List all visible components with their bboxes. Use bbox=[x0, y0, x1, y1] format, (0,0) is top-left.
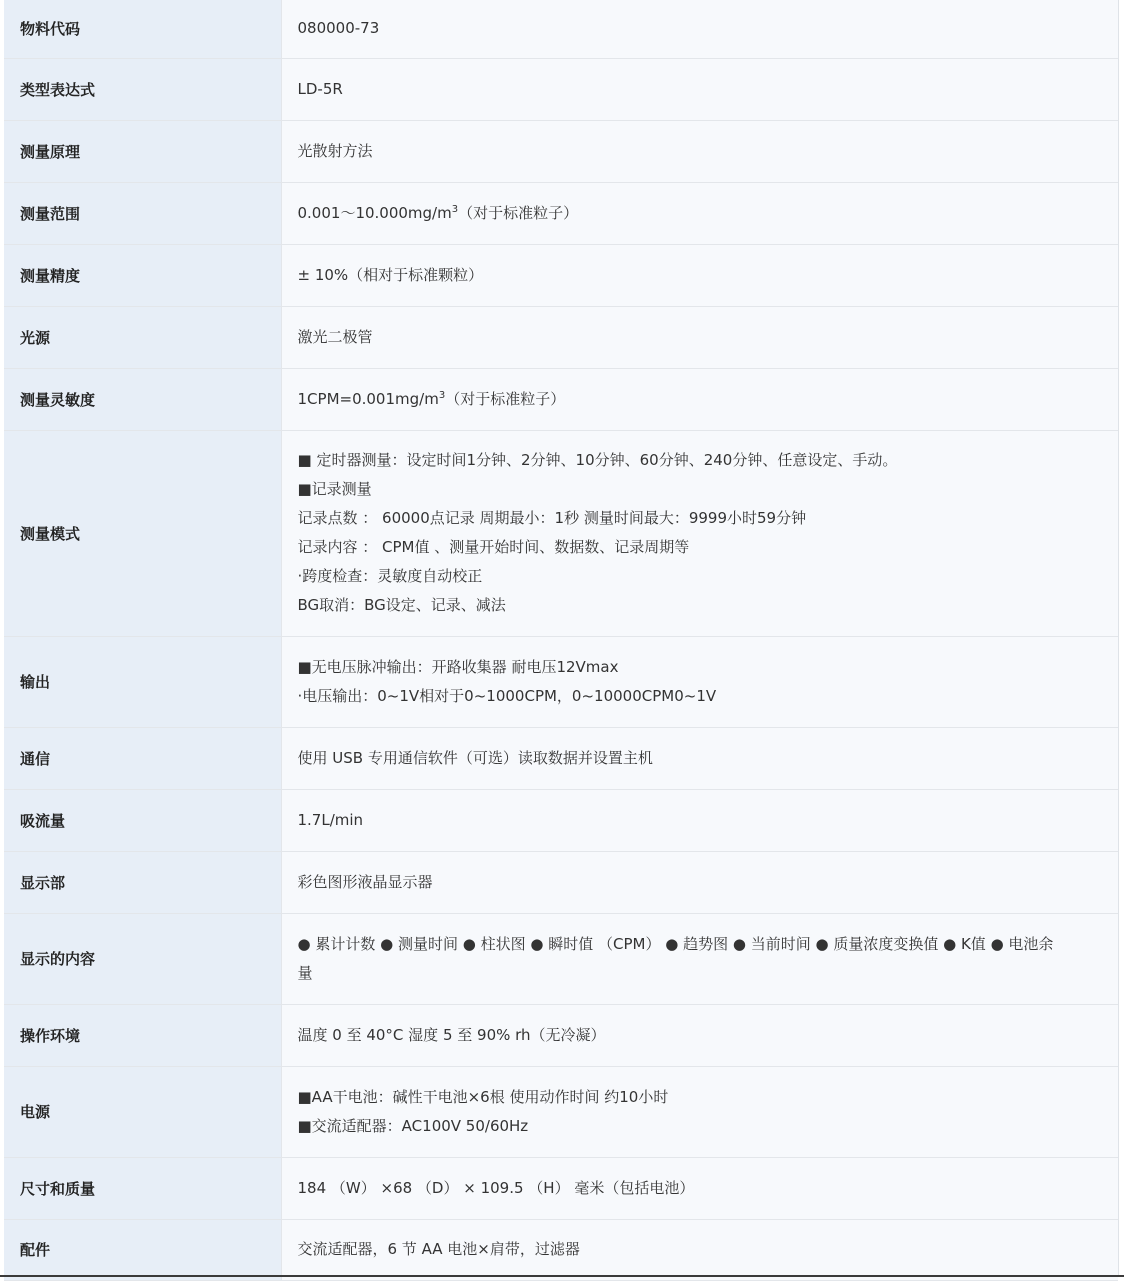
table-row bbox=[4, 58, 1118, 120]
spec-value bbox=[281, 636, 1118, 727]
spec-label: 吸流量 bbox=[4, 789, 281, 851]
spec-label: 物料代码 bbox=[4, 0, 281, 58]
table-row bbox=[4, 636, 1118, 727]
value-text: 1CPM=0.001mg/m bbox=[297, 389, 439, 408]
specification-table bbox=[4, 0, 1118, 1281]
spec-label: 测量精度 bbox=[4, 244, 281, 306]
table-row bbox=[4, 0, 1118, 58]
spec-label: 输出 bbox=[4, 636, 281, 727]
spec-value-line: 记录内容 ： CPM值 、测量开始时间、数据数、记录周期等 bbox=[297, 538, 690, 556]
spec-value-line: ·跨度检查：灵敏度自动校正 bbox=[297, 567, 483, 585]
unit-superscript: 3 bbox=[451, 203, 459, 215]
spec-value-line: 彩色图形液晶显示器 bbox=[297, 872, 433, 891]
spec-value bbox=[281, 368, 1118, 430]
spec-label: 通信 bbox=[4, 727, 281, 789]
spec-value bbox=[281, 1066, 1118, 1157]
table-right-border bbox=[1118, 0, 1119, 1277]
table-row bbox=[4, 182, 1118, 244]
spec-label: 显示部 bbox=[4, 851, 281, 913]
spec-value bbox=[281, 244, 1118, 306]
spec-value-line: ■交流适配器：AC100V 50/60Hz bbox=[297, 1116, 529, 1135]
table-row bbox=[4, 120, 1118, 182]
spec-value bbox=[281, 1219, 1118, 1280]
spec-label: 显示的内容 bbox=[4, 913, 281, 1004]
spec-value-line: 光散射方法 bbox=[297, 141, 373, 160]
spec-label: 操作环境 bbox=[4, 1004, 281, 1066]
spec-value bbox=[281, 120, 1118, 182]
spec-value-line: ■无电压脉冲输出：开路收集器 耐电压12Vmax bbox=[297, 657, 619, 676]
table-row bbox=[4, 1004, 1118, 1066]
spec-value bbox=[281, 727, 1118, 789]
spec-value-line: 1.7L/min bbox=[297, 810, 364, 829]
spec-value bbox=[281, 0, 1118, 58]
spec-value-line: ± 10%（相对于标准颗粒） bbox=[297, 265, 484, 284]
spec-value bbox=[281, 306, 1118, 368]
spec-value-line: 使用 USB 专用通信软件（可选）读取数据并设置主机 bbox=[297, 748, 653, 767]
table-row bbox=[4, 727, 1118, 789]
spec-value-line: 记录点数 ： 60000点记录 周期最小：1秒 测量时间最大：9999小时59分钟 bbox=[297, 509, 807, 527]
spec-value-line: LD-5R bbox=[297, 79, 343, 98]
table-row bbox=[4, 244, 1118, 306]
spec-value bbox=[281, 1004, 1118, 1066]
table-row bbox=[4, 851, 1118, 913]
spec-value bbox=[281, 182, 1118, 244]
spec-label: 测量原理 bbox=[4, 120, 281, 182]
spec-value-line: ·电压输出：0~1V相对于0~1000CPM，0~10000CPM0~1V bbox=[297, 686, 717, 705]
spec-value bbox=[281, 851, 1118, 913]
spec-value-line bbox=[298, 385, 1103, 414]
spec-value-line: 量 bbox=[297, 963, 313, 982]
spec-value-line: 激光二极管 bbox=[297, 327, 373, 346]
spec-label: 尺寸和质量 bbox=[4, 1157, 281, 1219]
table-row bbox=[4, 368, 1118, 430]
spec-label: 类型表达式 bbox=[4, 58, 281, 120]
spec-label: 测量灵敏度 bbox=[4, 368, 281, 430]
spec-value bbox=[281, 430, 1118, 636]
table-row bbox=[4, 1219, 1118, 1280]
spec-value bbox=[281, 913, 1118, 1004]
spec-value-line: ● 累计计数 ● 测量时间 ● 柱状图 ● 瞬时值 （CPM） ● 趋势图 ● 当前时间 ● 质量浓度变换值 ● K值 ● 电池余 bbox=[297, 934, 1054, 953]
spec-label: 测量范围 bbox=[4, 182, 281, 244]
spec-label: 测量模式 bbox=[4, 430, 281, 636]
spec-value-line: 交流适配器，6 节 AA 电池×肩带，过滤器 bbox=[297, 1240, 580, 1258]
spec-label: 配件 bbox=[4, 1219, 281, 1280]
spec-value bbox=[281, 789, 1118, 851]
specification-table-body bbox=[4, 0, 1118, 1280]
spec-label: 电源 bbox=[4, 1066, 281, 1157]
table-row bbox=[4, 430, 1118, 636]
spec-value bbox=[281, 1157, 1118, 1219]
spec-value-line: 温度 0 至 40°C 湿度 5 至 90% rh（无冷凝） bbox=[297, 1025, 606, 1044]
table-row bbox=[4, 1066, 1118, 1157]
spec-value bbox=[281, 58, 1118, 120]
table-row bbox=[4, 306, 1118, 368]
spec-value-line: ■ 定时器测量：设定时间1分钟、2分钟、10分钟、60分钟、240分钟、任意设定、手动。 bbox=[297, 451, 898, 469]
value-text: 0.001～10.000mg/m bbox=[297, 203, 452, 222]
spec-value-line: ■AA干电池：碱性干电池×6根 使用动作时间 约10小时 bbox=[297, 1087, 669, 1106]
table-row bbox=[4, 1157, 1118, 1219]
spec-value-line bbox=[298, 199, 1103, 228]
spec-label: 光源 bbox=[4, 306, 281, 368]
value-note: （对于标准粒子） bbox=[445, 389, 566, 408]
table-row bbox=[4, 789, 1118, 851]
spec-value-line: BG取消：BG设定、记录、减法 bbox=[297, 596, 506, 614]
unit-superscript: 3 bbox=[438, 389, 446, 401]
value-note: （对于标准粒子） bbox=[458, 203, 579, 222]
spec-value-line: ■记录测量 bbox=[297, 480, 372, 498]
spec-value-line: 184 （W） ×68 （D） × 109.5 （H） 毫米（包括电池） bbox=[297, 1178, 695, 1197]
spec-value-line: 080000-73 bbox=[297, 19, 380, 38]
table-row bbox=[4, 913, 1118, 1004]
